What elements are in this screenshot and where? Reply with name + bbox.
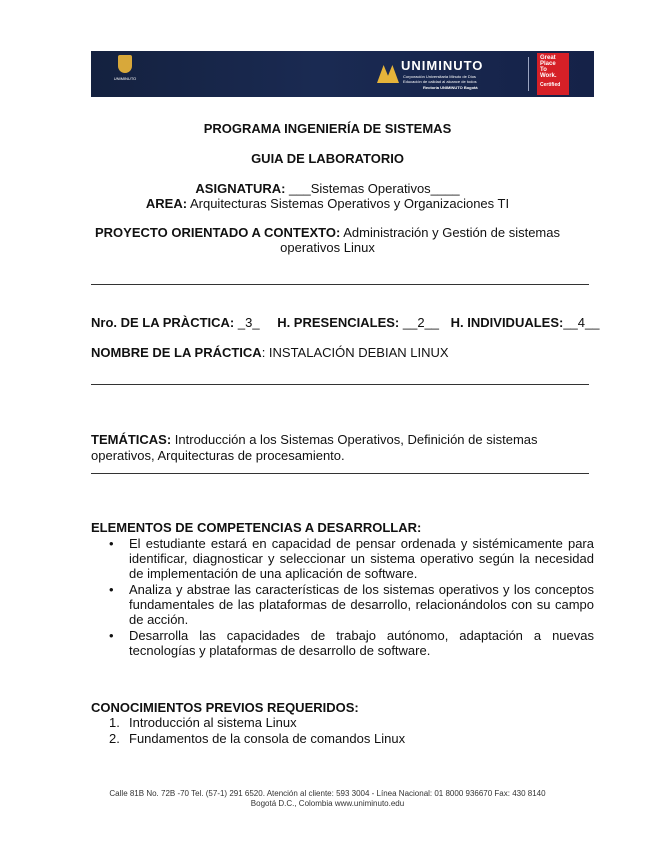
competency-text: Desarrolla las capacidades de trabajo autónomo, adaptación a nuevas tecnologías y plataformas de desarrollo de software. <box>129 628 594 658</box>
item-number: 1. <box>109 715 120 730</box>
practice-hours-line <box>91 315 599 330</box>
area-line <box>0 196 655 211</box>
badge-line-4: Work. <box>540 73 557 79</box>
left-logo-label: UNIMINUTO <box>113 76 137 81</box>
competency-text: Analiza y abstrae las características de los sistemas operativos y los conceptos fundamentales de las plataformas de desarrollo, relacionándolos con su campo de acción. <box>129 582 594 627</box>
left-logo <box>105 55 145 93</box>
list-item <box>91 715 594 731</box>
uniminuto-mark-icon <box>377 65 399 83</box>
great-place-to-work-badge <box>537 53 569 95</box>
area-value: Arquitecturas Sistemas Operativos y Organizaciones TI <box>187 196 510 211</box>
prior-knowledge-title: CONOCIMIENTOS PREVIOS REQUERIDOS: <box>91 700 359 715</box>
subject-value: ___Sistemas Operativos____ <box>285 181 460 196</box>
project-line <box>0 225 655 240</box>
presenciales-label: H. PRESENCIALES: <box>277 315 400 330</box>
badge-line-3: To <box>540 67 547 73</box>
topics-label: TEMÁTICAS: <box>91 432 172 447</box>
list-item <box>91 731 594 747</box>
list-item <box>91 582 594 627</box>
prior-text: Introducción al sistema Linux <box>129 715 297 730</box>
topics-paragraph <box>91 432 594 464</box>
uniminuto-subtitle-1: Corporación Universitaria Minuto de Dios <box>403 74 476 79</box>
list-item <box>91 536 594 581</box>
badge-line-2: Place <box>540 61 556 67</box>
competency-text: El estudiante estará en capacidad de pensar ordenada y sistémicamente para identificar, diagnosticar y seleccionar un sistema operativo según la necesidad de implementación de una aplicación de software. <box>129 536 594 581</box>
item-number: 2. <box>109 731 120 746</box>
bullet-icon: • <box>109 536 114 551</box>
uniminuto-subtitle-2: Educación de calidad al alcance de todos <box>403 79 477 84</box>
project-label: PROYECTO ORIENTADO A CONTEXTO: <box>95 225 341 240</box>
project-value-1: Administración y Gestión de sistemas <box>340 225 560 240</box>
competencies-list <box>91 536 594 659</box>
competencies-title: ELEMENTOS DE COMPETENCIAS A DESARROLLAR: <box>91 520 422 535</box>
practice-no-value: _3_ <box>234 315 260 330</box>
uniminuto-name: UNIMINUTO <box>401 58 484 73</box>
bullet-icon: • <box>109 628 114 643</box>
prior-knowledge-list <box>91 715 594 747</box>
practice-name-value: : INSTALACIÓN DEBIAN LINUX <box>261 345 449 360</box>
uniminuto-subtitle-3: Rectoría UNIMINUTO Bogotá <box>423 85 478 90</box>
divider-2 <box>91 384 589 385</box>
divider-3 <box>91 473 589 474</box>
area-label: AREA: <box>145 196 188 211</box>
footer-address: Calle 81B No. 72B -70 Tel. (57-1) 291 6520. Atención al cliente: 593 3004 - Línea Nacional: 01 8000 936670 Fax: 430 8140 <box>109 789 546 798</box>
list-item <box>91 628 594 658</box>
badge-line-1: Great <box>540 55 556 61</box>
individuales-value: __4__ <box>563 315 600 330</box>
crest-icon <box>118 55 132 73</box>
uniminuto-logo <box>377 55 527 93</box>
project-line-2: operativos Linux <box>280 240 375 255</box>
practice-name-label: NOMBRE DE LA PRÁCTICA <box>91 345 262 360</box>
practice-name-line <box>91 345 449 360</box>
bullet-icon: • <box>109 582 114 597</box>
guide-title: GUIA DE LABORATORIO <box>251 151 404 166</box>
divider-1 <box>91 284 589 285</box>
subject-label: ASIGNATURA: <box>195 181 286 196</box>
footer-city: Bogotá D.C., Colombia www.uniminuto.edu <box>250 799 405 808</box>
header-divider <box>528 57 529 91</box>
topics-value: Introducción a los Sistemas Operativos, Definición de sistemas operativos, Arquitecturas de procesamiento. <box>91 432 538 463</box>
prior-text: Fundamentos de la consola de comandos Linux <box>129 731 406 746</box>
badge-certified: Certified <box>540 82 561 88</box>
program-title: PROGRAMA INGENIERÍA DE SISTEMAS <box>203 121 452 136</box>
subject-line <box>0 181 655 196</box>
practice-no-label: Nro. DE LA PRÀCTICA: <box>91 315 235 330</box>
header-banner <box>91 51 594 97</box>
individuales-label: H. INDIVIDUALES: <box>450 315 564 330</box>
presenciales-value: __2__ <box>399 315 440 330</box>
